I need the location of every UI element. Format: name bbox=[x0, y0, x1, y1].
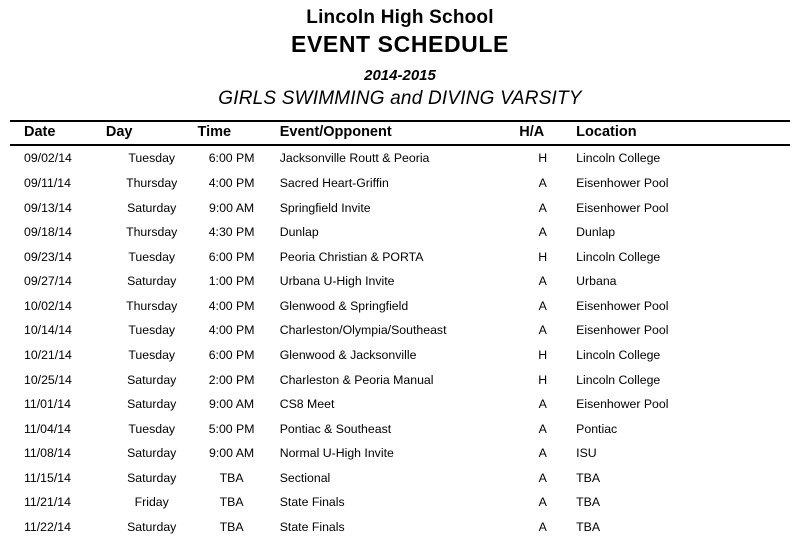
cell-location: Eisenhower Pool bbox=[576, 298, 669, 313]
cell-event: Urbana U-High Invite bbox=[279, 274, 395, 289]
cell-location: Eisenhower Pool bbox=[576, 397, 669, 412]
cell-day: Tuesday bbox=[128, 323, 176, 338]
cell-day: Thursday bbox=[126, 225, 178, 240]
column-header-date: Date bbox=[10, 121, 106, 145]
cell-day: Friday bbox=[134, 495, 169, 510]
cell-location: Lincoln College bbox=[576, 348, 661, 363]
cell-time: 9:00 AM bbox=[209, 397, 255, 412]
document-title: EVENT SCHEDULE bbox=[291, 31, 509, 57]
cell-time: 6:00 PM bbox=[208, 151, 255, 166]
cell-time: 4:30 PM bbox=[208, 225, 255, 240]
cell-date: 09/02/14 bbox=[24, 151, 72, 166]
cell-event: Charleston/Olympia/Southeast bbox=[279, 323, 447, 338]
cell-time: 2:00 PM bbox=[208, 372, 255, 387]
cell-date: 11/15/14 bbox=[24, 470, 71, 485]
cell-location: Eisenhower Pool bbox=[576, 200, 669, 215]
cell-location: Eisenhower Pool bbox=[576, 175, 669, 190]
table-row bbox=[10, 195, 790, 220]
cell-time: 9:00 AM bbox=[209, 200, 255, 215]
table-row bbox=[10, 318, 790, 343]
cell-day: Saturday bbox=[127, 470, 177, 485]
cell-time: 6:00 PM bbox=[208, 249, 255, 264]
cell-location: Lincoln College bbox=[576, 249, 661, 264]
cell-day: Saturday bbox=[127, 200, 177, 215]
cell-location: TBA bbox=[576, 520, 601, 535]
table-header-row bbox=[10, 121, 790, 145]
cell-day: Tuesday bbox=[128, 348, 176, 363]
cell-event: Sacred Heart-Griffin bbox=[279, 175, 389, 190]
cell-ha: A bbox=[538, 446, 547, 461]
season-label: 2014-2015 bbox=[364, 67, 436, 84]
cell-date: 10/02/14 bbox=[24, 298, 72, 313]
cell-time: 5:00 PM bbox=[208, 421, 255, 436]
cell-event: Jacksonville Routt & Peoria bbox=[279, 151, 430, 166]
cell-time: 6:00 PM bbox=[208, 348, 255, 363]
cell-location: ISU bbox=[576, 446, 597, 461]
cell-location: Urbana bbox=[576, 274, 617, 289]
cell-time: TBA bbox=[219, 520, 244, 535]
cell-date: 09/27/14 bbox=[24, 274, 72, 289]
table-row bbox=[10, 515, 790, 539]
cell-ha: A bbox=[538, 520, 547, 535]
cell-date: 09/13/14 bbox=[24, 200, 72, 215]
table-row bbox=[10, 392, 790, 417]
cell-location: TBA bbox=[576, 495, 601, 510]
cell-time: TBA bbox=[219, 470, 244, 485]
column-header-event: Event/Opponent bbox=[266, 121, 520, 145]
cell-date: 09/18/14 bbox=[24, 225, 72, 240]
cell-event: State Finals bbox=[279, 495, 345, 510]
column-header-ha: H/A bbox=[519, 121, 566, 145]
cell-time: 4:00 PM bbox=[208, 298, 255, 313]
cell-date: 11/21/14 bbox=[24, 495, 71, 510]
cell-event: Glenwood & Springfield bbox=[279, 298, 409, 313]
table-row bbox=[10, 220, 790, 245]
cell-event: State Finals bbox=[279, 520, 345, 535]
cell-location: Eisenhower Pool bbox=[576, 323, 669, 338]
table-row bbox=[10, 171, 790, 196]
table-row bbox=[10, 269, 790, 294]
cell-ha: A bbox=[538, 274, 547, 289]
cell-location: Lincoln College bbox=[576, 372, 661, 387]
cell-event: Dunlap bbox=[279, 225, 319, 240]
table-row bbox=[10, 367, 790, 392]
document-header bbox=[0, 0, 800, 111]
cell-ha: A bbox=[538, 225, 547, 240]
column-header-time: Time bbox=[198, 121, 266, 145]
cell-ha: A bbox=[538, 175, 547, 190]
table-row bbox=[10, 490, 790, 515]
cell-day: Thursday bbox=[126, 298, 178, 313]
cell-day: Saturday bbox=[127, 446, 177, 461]
cell-ha: A bbox=[538, 397, 547, 412]
cell-ha: A bbox=[538, 421, 547, 436]
cell-day: Thursday bbox=[126, 175, 178, 190]
cell-day: Saturday bbox=[127, 274, 177, 289]
cell-event: CS8 Meet bbox=[279, 397, 335, 412]
cell-ha: H bbox=[538, 249, 548, 264]
cell-location: TBA bbox=[576, 470, 601, 485]
sport-label: GIRLS SWIMMING and DIVING VARSITY bbox=[218, 88, 582, 109]
table-row bbox=[10, 343, 790, 368]
cell-date: 11/01/14 bbox=[24, 397, 71, 412]
table-row bbox=[10, 145, 790, 171]
cell-ha: A bbox=[538, 323, 547, 338]
cell-ha: A bbox=[538, 200, 547, 215]
cell-ha: H bbox=[538, 151, 548, 166]
cell-time: 9:00 AM bbox=[209, 446, 255, 461]
cell-date: 10/21/14 bbox=[24, 348, 72, 363]
cell-day: Tuesday bbox=[128, 249, 176, 264]
cell-location: Dunlap bbox=[576, 225, 616, 240]
cell-event: Sectional bbox=[279, 470, 331, 485]
cell-ha: A bbox=[538, 470, 547, 485]
column-header-day: Day bbox=[106, 121, 198, 145]
cell-date: 09/11/14 bbox=[24, 175, 71, 190]
table-row bbox=[10, 466, 790, 491]
cell-day: Saturday bbox=[127, 372, 177, 387]
cell-time: 4:00 PM bbox=[208, 175, 255, 190]
cell-time: TBA bbox=[219, 495, 244, 510]
cell-date: 11/08/14 bbox=[24, 446, 71, 461]
cell-day: Saturday bbox=[127, 520, 177, 535]
cell-date: 10/25/14 bbox=[24, 372, 72, 387]
cell-event: Glenwood & Jacksonville bbox=[279, 348, 417, 363]
table-row bbox=[10, 441, 790, 466]
school-name: Lincoln High School bbox=[306, 7, 494, 28]
cell-ha: A bbox=[538, 495, 547, 510]
cell-date: 11/04/14 bbox=[24, 421, 71, 436]
schedule-table-wrapper bbox=[0, 120, 800, 539]
schedule-table-body bbox=[10, 145, 790, 539]
cell-event: Charleston & Peoria Manual bbox=[279, 372, 434, 387]
table-row bbox=[10, 244, 790, 269]
cell-day: Tuesday bbox=[128, 151, 176, 166]
schedule-table bbox=[10, 120, 790, 539]
cell-ha: A bbox=[538, 298, 547, 313]
cell-date: 09/23/14 bbox=[24, 249, 72, 264]
cell-event: Pontiac & Southeast bbox=[279, 421, 392, 436]
cell-date: 10/14/14 bbox=[24, 323, 72, 338]
table-row bbox=[10, 293, 790, 318]
cell-event: Springfield Invite bbox=[279, 200, 371, 215]
cell-location: Pontiac bbox=[576, 421, 618, 436]
cell-ha: H bbox=[538, 348, 548, 363]
cell-time: 4:00 PM bbox=[208, 323, 255, 338]
cell-event: Peoria Christian & PORTA bbox=[279, 249, 424, 264]
cell-time: 1:00 PM bbox=[208, 274, 255, 289]
cell-day: Saturday bbox=[127, 397, 177, 412]
cell-location: Lincoln College bbox=[576, 151, 661, 166]
cell-event: Normal U-High Invite bbox=[279, 446, 394, 461]
cell-ha: H bbox=[538, 372, 548, 387]
cell-date: 11/22/14 bbox=[24, 520, 71, 535]
cell-day: Tuesday bbox=[128, 421, 176, 436]
column-header-location: Location bbox=[566, 121, 790, 145]
table-row bbox=[10, 416, 790, 441]
